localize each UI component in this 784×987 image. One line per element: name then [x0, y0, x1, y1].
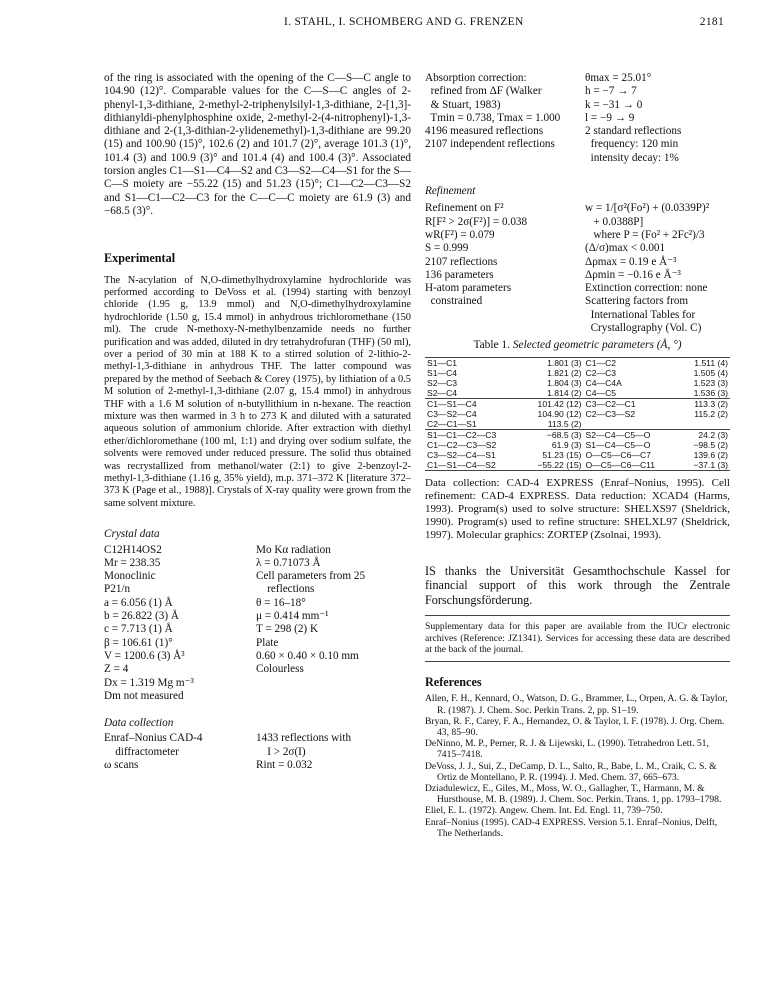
crystal-data-row-value: Cell parameters from 25 [256, 570, 366, 583]
programs-paragraph: Data collection: CAD-4 EXPRESS (Enraf–Nonius, 1995). Cell refinement: CAD-4 EXPRESS. Data reduction: XCAD4 (Harms, 1993). Program(s) used to solve structure: SHELXS97 (Sheldrick, 1990). Program(s) used to refine structure: SHELXL97 (Sheldrick, 1997). Molecular graphics: ZORTEP (Zsolnai, 1993). [425, 476, 730, 541]
crystal-data-row-key: Mr = 238.35 [104, 556, 161, 569]
data-collection-cont-row-key: refined from ΔF (Walker [425, 85, 542, 98]
refinement-row-key [425, 309, 585, 322]
table-row [425, 398, 730, 409]
data-collection-table [104, 732, 411, 772]
crystal-data-row-key: β = 106.61 (1)° [104, 636, 173, 649]
data-collection-cont-row-key: & Stuart, 1983) [425, 98, 501, 111]
data-collection-row [104, 732, 411, 745]
parameter-label: S2—C3 [427, 377, 458, 388]
parameter-label: S2—C4—C5—O [584, 429, 680, 440]
crystal-data-table [104, 544, 411, 704]
refinement-heading: Refinement [425, 185, 476, 198]
refinement-row-key: constrained [425, 295, 483, 308]
supplementary-text: Supplementary data for this paper are available from the IUCr electronic archives (Reference: JZ1341). Services for accessing these data are described at the back of the journal. [425, 621, 730, 655]
parameter-value: 1.801 (3) [547, 357, 582, 368]
reference-item: Eliel, E. L. (1972). Angew. Chem. Int. Ed. Engl. 11, 739–750. [425, 805, 663, 817]
data-collection-row-value: 1433 reflections with [256, 732, 352, 745]
data-collection-heading: Data collection [104, 717, 174, 730]
crystal-data-row [104, 570, 411, 583]
refinement-row-value: where P = (Fo² + 2Fc²)/3 [585, 228, 705, 241]
data-collection-cont-row-key: 2107 independent reflections [425, 138, 555, 151]
crystal-data-row [104, 650, 411, 663]
parameter-value [680, 419, 730, 430]
data-collection-cont-row-value: h = −7 → 7 [585, 85, 637, 98]
crystal-data-row [104, 623, 411, 636]
data-collection-cont-row [425, 99, 730, 112]
reference-item: DeVoss, J. J., Sui, Z., DeCamp, D. L., Salto, R., Babe, L. M., Craik, C. S. & Ortiz de Montellano, P. R. (1994). J. Med. Chem. 37, 665–673. [425, 760, 717, 783]
data-collection-cont-row [425, 138, 730, 151]
refinement-row [425, 216, 730, 229]
parameter-label: C1—S1—C4—S2 [427, 459, 496, 470]
data-collection-cont-row-key [425, 152, 585, 165]
crystal-data-row-key: Dx = 1.319 Mg m⁻³ [104, 676, 194, 689]
parameter-label: C1—S1—C4 [425, 398, 521, 409]
data-collection-row [104, 759, 411, 772]
crystal-data-row [104, 677, 411, 690]
parameter-value: −37.1 (3) [693, 459, 728, 470]
parameter-label: C2—C1—S1 [427, 418, 477, 429]
parameter-value: 51.23 (15) [542, 449, 582, 460]
data-collection-row-key: ω scans [104, 759, 139, 772]
crystal-data-row-value: Colourless [256, 663, 304, 676]
refinement-row-value: Δρmin = −0.16 e Å⁻³ [585, 268, 681, 281]
parameter-label: S2—C4 [427, 387, 458, 398]
refinement-row-value: Extinction correction: none [585, 282, 708, 295]
refinement-row-value: w = 1/[σ²(Fo²) + (0.0339P)² [585, 202, 710, 215]
crystal-data-row-key: a = 6.056 (1) Å [104, 596, 173, 609]
right-column [425, 72, 730, 839]
parameter-label: O—C5—C6—C11 [585, 459, 656, 470]
data-collection-cont-row [425, 72, 730, 85]
refinement-row-value: + 0.0388P] [585, 215, 644, 228]
crystal-data-row [104, 544, 411, 557]
table-row [425, 388, 730, 399]
data-collection-cont-row-value: 2 standard reflections [585, 125, 682, 138]
parameter-label: O—C5—C6—C7 [585, 449, 651, 460]
refinement-row-key: S = 0.999 [425, 242, 469, 255]
parameter-label: C1—C2 [585, 357, 617, 368]
data-collection-cont-row [425, 85, 730, 98]
table-row [425, 378, 730, 388]
data-collection-continued [425, 72, 730, 165]
intro-paragraph: of the ring is associated with the opening of the C—S—C angle to 104.90 (12)°. Comparable values for the C—S—C angles of 2-phenyl-1,3-dithiane, 2-methyl-2-triphenylsilyl-1,3-dithiane, 2-[1,3]-dithianyldi-phenylphosphine oxide, 2-methyl-2-(4-nitrophenyl)-1,3-dithiane and 2-(1,3-dithian-2-ylidenemethyl)-1,3-dithiane are 99.20 (15) and 100.90 (15)°, 102.6 (2) and 101.7 (2)°, average 101.3 (1)°, 101.4 (3) and 100.9 (3)° and 101.4 (4) and 100.4 (3)°. Associated torsion angles C1—S1—C4—S2 and C3—S2—C4—S1 for the S—C—S moiety are −55.22 (15) and 51.23 (15)°; C1—C2—C3—S2 and S1—C1—C2—C3 for the C—C—C moiety are 61.9 (3) and −68.5 (3)°. [104, 72, 411, 217]
data-collection-row-value: Rint = 0.032 [256, 759, 313, 772]
crystal-data-row-value: reflections [256, 583, 315, 596]
supplementary-box [425, 615, 730, 655]
parameter-value: 24.2 (3) [680, 429, 730, 440]
refinement-row-key: wR(F²) = 0.079 [425, 228, 495, 241]
crystal-data-row-key: Z = 4 [104, 663, 129, 676]
data-collection-row-key: Enraf–Nonius CAD-4 [104, 732, 203, 745]
parameter-label: C1—C2—C3—S2 [427, 439, 497, 450]
refinement-row [425, 256, 730, 269]
parameter-value: 1.814 (2) [547, 387, 582, 398]
crystal-data-row-key: C12H14OS2 [104, 543, 162, 556]
parameter-label: C3—S2—C4 [427, 408, 477, 419]
refinement-row-value: Scattering factors from [585, 295, 689, 308]
refinement-row-key: 136 parameters [425, 268, 494, 281]
crystal-data-row-value: T = 298 (2) K [256, 623, 319, 636]
crystal-data-row-key: b = 26.822 (3) Å [104, 610, 179, 623]
table1-title: Selected geometric parameters (Å, °) [512, 339, 682, 352]
table-row [425, 460, 730, 471]
header-authors: I. STAHL, I. SCHOMBERG AND G. FRENZEN [284, 16, 524, 28]
crystal-data-row [104, 583, 411, 596]
parameter-value: 139.6 (2) [693, 449, 728, 460]
parameter-value: 101.42 (12) [521, 398, 584, 409]
parameter-value: 1.511 (4) [694, 357, 728, 368]
table1-caption [425, 339, 730, 352]
parameter-value: −68.5 (3) [521, 429, 584, 440]
data-collection-cont-row-value: l = −9 → 9 [585, 111, 635, 124]
table1-label: Table 1. [473, 339, 510, 352]
crystal-data-row-value: Mo Kα radiation [256, 543, 331, 556]
refinement-row-key: 2107 reflections [425, 255, 498, 268]
reference-item: Allen, F. H., Kennard, O., Watson, D. G., Brammer, L., Orpen, A. G. & Taylor, R. (1987). J. Chem. Soc. Perkin Trans. 2, pp. S1–19. [425, 693, 728, 716]
crystal-data-row-value: λ = 0.71073 Å [256, 556, 321, 569]
crystal-data-row-key: V = 1200.6 (3) Å³ [104, 649, 185, 662]
refinement-row-key: Refinement on F² [425, 202, 504, 215]
data-collection-cont-row-key: 4196 measured reflections [425, 125, 544, 138]
crystal-data-row [104, 690, 411, 703]
running-header [104, 16, 724, 34]
reference-item: DeNinno, M. P., Perner, R. J. & Lijewski, L. (1990). Tetrahedron Lett. 51, 7415–7418. [425, 738, 709, 761]
table-row [425, 429, 730, 440]
refinement-row-value: International Tables for [585, 308, 696, 321]
data-collection-cont-row-key: Tmin = 0.738, Tmax = 1.000 [425, 111, 561, 124]
parameter-value: 61.9 (3) [551, 439, 582, 450]
data-collection-row-key: diffractometer [104, 745, 179, 758]
data-collection-row-value: I > 2σ(I) [256, 745, 306, 758]
table-row [425, 419, 730, 430]
references-heading: References [425, 675, 482, 690]
data-collection-cont-row [425, 125, 730, 138]
table-row [425, 440, 730, 450]
refinement-row [425, 282, 730, 295]
crystal-data-row [104, 610, 411, 623]
crystal-data-row-key: Monoclinic [104, 570, 156, 583]
data-collection-cont-row-value: frequency: 120 min [585, 138, 679, 151]
table-row [425, 450, 730, 460]
parameter-label: C3—C2—C1 [584, 398, 680, 409]
refinement-row [425, 202, 730, 215]
crystal-data-row-key: Dm not measured [104, 689, 184, 702]
refinement-row [425, 269, 730, 282]
parameter-value: 115.2 (2) [694, 408, 728, 419]
parameter-label: C2—C3—S2 [585, 408, 636, 419]
parameter-label: S1—C1—C2—C3 [425, 429, 521, 440]
parameter-value: 1.505 (4) [693, 367, 728, 378]
data-collection-row [104, 746, 411, 759]
refinement-row [425, 242, 730, 255]
parameter-value: 1.821 (2) [547, 367, 582, 378]
refinement-row [425, 309, 730, 322]
crystal-data-row [104, 663, 411, 676]
table-row [425, 357, 730, 368]
data-collection-cont-row-key: Absorption correction: [425, 72, 527, 84]
reference-item: Enraf–Nonius (1995). CAD-4 EXPRESS. Version 5.1. Enraf–Nonius, Delft, The Netherlands. [425, 816, 718, 839]
parameter-value: −55.22 (15) [537, 459, 582, 470]
crystal-data-row-key: c = 7.713 (1) Å [104, 623, 173, 636]
parameter-label: C4—C4A [585, 377, 622, 388]
table-row [425, 368, 730, 378]
parameter-value: 1.523 (3) [693, 377, 728, 388]
refinement-row-key: H-atom parameters [425, 282, 512, 295]
geometric-parameters-table [425, 357, 730, 471]
parameter-value: −98.5 (2) [693, 439, 728, 450]
crystal-data-row-value: Plate [256, 636, 279, 649]
crystal-data-row-value [256, 690, 411, 703]
reference-item: Bryan, R. F., Carey, F. A., Hernandez, O. & Taylor, I. F. (1978). J. Org. Chem. 43, 85–90. [425, 715, 725, 738]
parameter-label: C3—S2—C4—S1 [427, 449, 496, 460]
parameter-value: 113.3 (2) [680, 398, 730, 409]
page-number: 2181 [699, 16, 724, 28]
parameter-label: C2—C3 [585, 367, 617, 378]
parameter-value: 1.804 (3) [547, 377, 582, 388]
left-column [104, 72, 411, 772]
parameter-value: 1.536 (3) [693, 387, 728, 398]
reference-item: Dziadulewicz, E., Giles, M., Moss, W. O., Gallagher, T., Harmann, M. & Hursthouse, M. B. (1989). J. Chem. Soc. Perkin. Trans. 1, pp. 1793–1798. [425, 782, 722, 806]
parameter-label: C4—C5 [585, 387, 617, 398]
crystal-data-row [104, 557, 411, 570]
parameter-value: 113.5 (2) [547, 418, 582, 429]
refinement-row-key: R[F² > 2σ(F²)] = 0.038 [425, 215, 528, 228]
refinement-row-value: Δρmax = 0.19 e Å⁻³ [585, 255, 677, 268]
parameter-label: S1—C4 [427, 367, 458, 378]
crystal-data-heading: Crystal data [104, 528, 160, 541]
refinement-row [425, 229, 730, 242]
parameter-label: S1—C4—C5—O [585, 439, 651, 450]
references-list [425, 693, 730, 839]
acknowledgement: IS thanks the Universität Gesamthochschule Kassel for financial support of this work through the Zentrale Forschungsförderung. [425, 563, 730, 607]
refinement-row-value: (Δ/σ)max < 0.001 [585, 242, 666, 255]
refinement-row [425, 295, 730, 308]
experimental-heading: Experimental [104, 251, 176, 266]
refinement-row-value: Crystallography (Vol. C) [585, 322, 702, 335]
crystal-data-row-value: μ = 0.414 mm⁻¹ [256, 610, 329, 623]
parameter-label: S1—C1 [427, 357, 458, 368]
data-collection-cont-row [425, 112, 730, 125]
refinement-table [425, 202, 730, 335]
data-collection-cont-row-value: k = −31 → 0 [585, 98, 643, 111]
experimental-text: The N-acylation of N,O-dimethylhydroxylamine hydrochloride was performed according to DeVoss et al. (1994) starting with benzoyl chloride (1.95 g, 13.9 mmol) and N,O-dimethylhydroxylamine hydrochloride (1.50 g, 15.4 mmol) in anhydrous trichloromethane (150 ml). The crude N-methoxy-N-methylbenzamide needs no further purification and was added, diluted in dry tetrahydrofuran (THF) (50 ml), over a period of 30 min at 188 K to a stirred solution of 2-lithio-2-methyl-1,3-dithiane in anhydrous THF. The latter compound was prepared by the method of Seebach & Corey (1975), by lithiation of a 0.5 M solution of 2-methyl-1,3-dithiane (2.07 g, 15.4 mmol) in anhydrous THF with a 1.6 M solution of n-butyllithium in n-hexane. The reaction mixture was then warmed in 3 h to 273 K and diluted with a saturated aqueous solution of ammonium chloride. After extraction with diethyl ether/dichloromethane (100 ml, 1:1) and drying over sodium sulfate, the solvents were removed under reduced pressure. The solid thus obtained was recrystallized from methanol/water (2:1) to give 2-benzoyl-2-methyl-1,3-dithiane (1.16 g, 35% yield), m.p. 371–372 K [literature 372–373 K (Page et al., 1988)]. Crystals of X-ray quality were grown from the same solvent mixture. [104, 274, 411, 509]
parameter-value: 104.90 (12) [537, 408, 582, 419]
crystal-data-row-value: 0.60 × 0.40 × 0.10 mm [256, 649, 359, 662]
crystal-data-row [104, 597, 411, 610]
refinement-row [425, 322, 730, 335]
data-collection-cont-row [425, 152, 730, 165]
data-collection-cont-row-value: θmax = 25.01° [585, 72, 652, 84]
data-collection-cont-row-value: intensity decay: 1% [585, 151, 679, 164]
crystal-data-row [104, 637, 411, 650]
crystal-data-row-value: θ = 16–18° [256, 596, 306, 609]
table-row [425, 409, 730, 419]
crystal-data-row-value [256, 677, 411, 690]
refinement-row-key [425, 322, 585, 335]
crystal-data-row-key: P21/n [104, 583, 131, 596]
parameter-label [584, 419, 680, 430]
